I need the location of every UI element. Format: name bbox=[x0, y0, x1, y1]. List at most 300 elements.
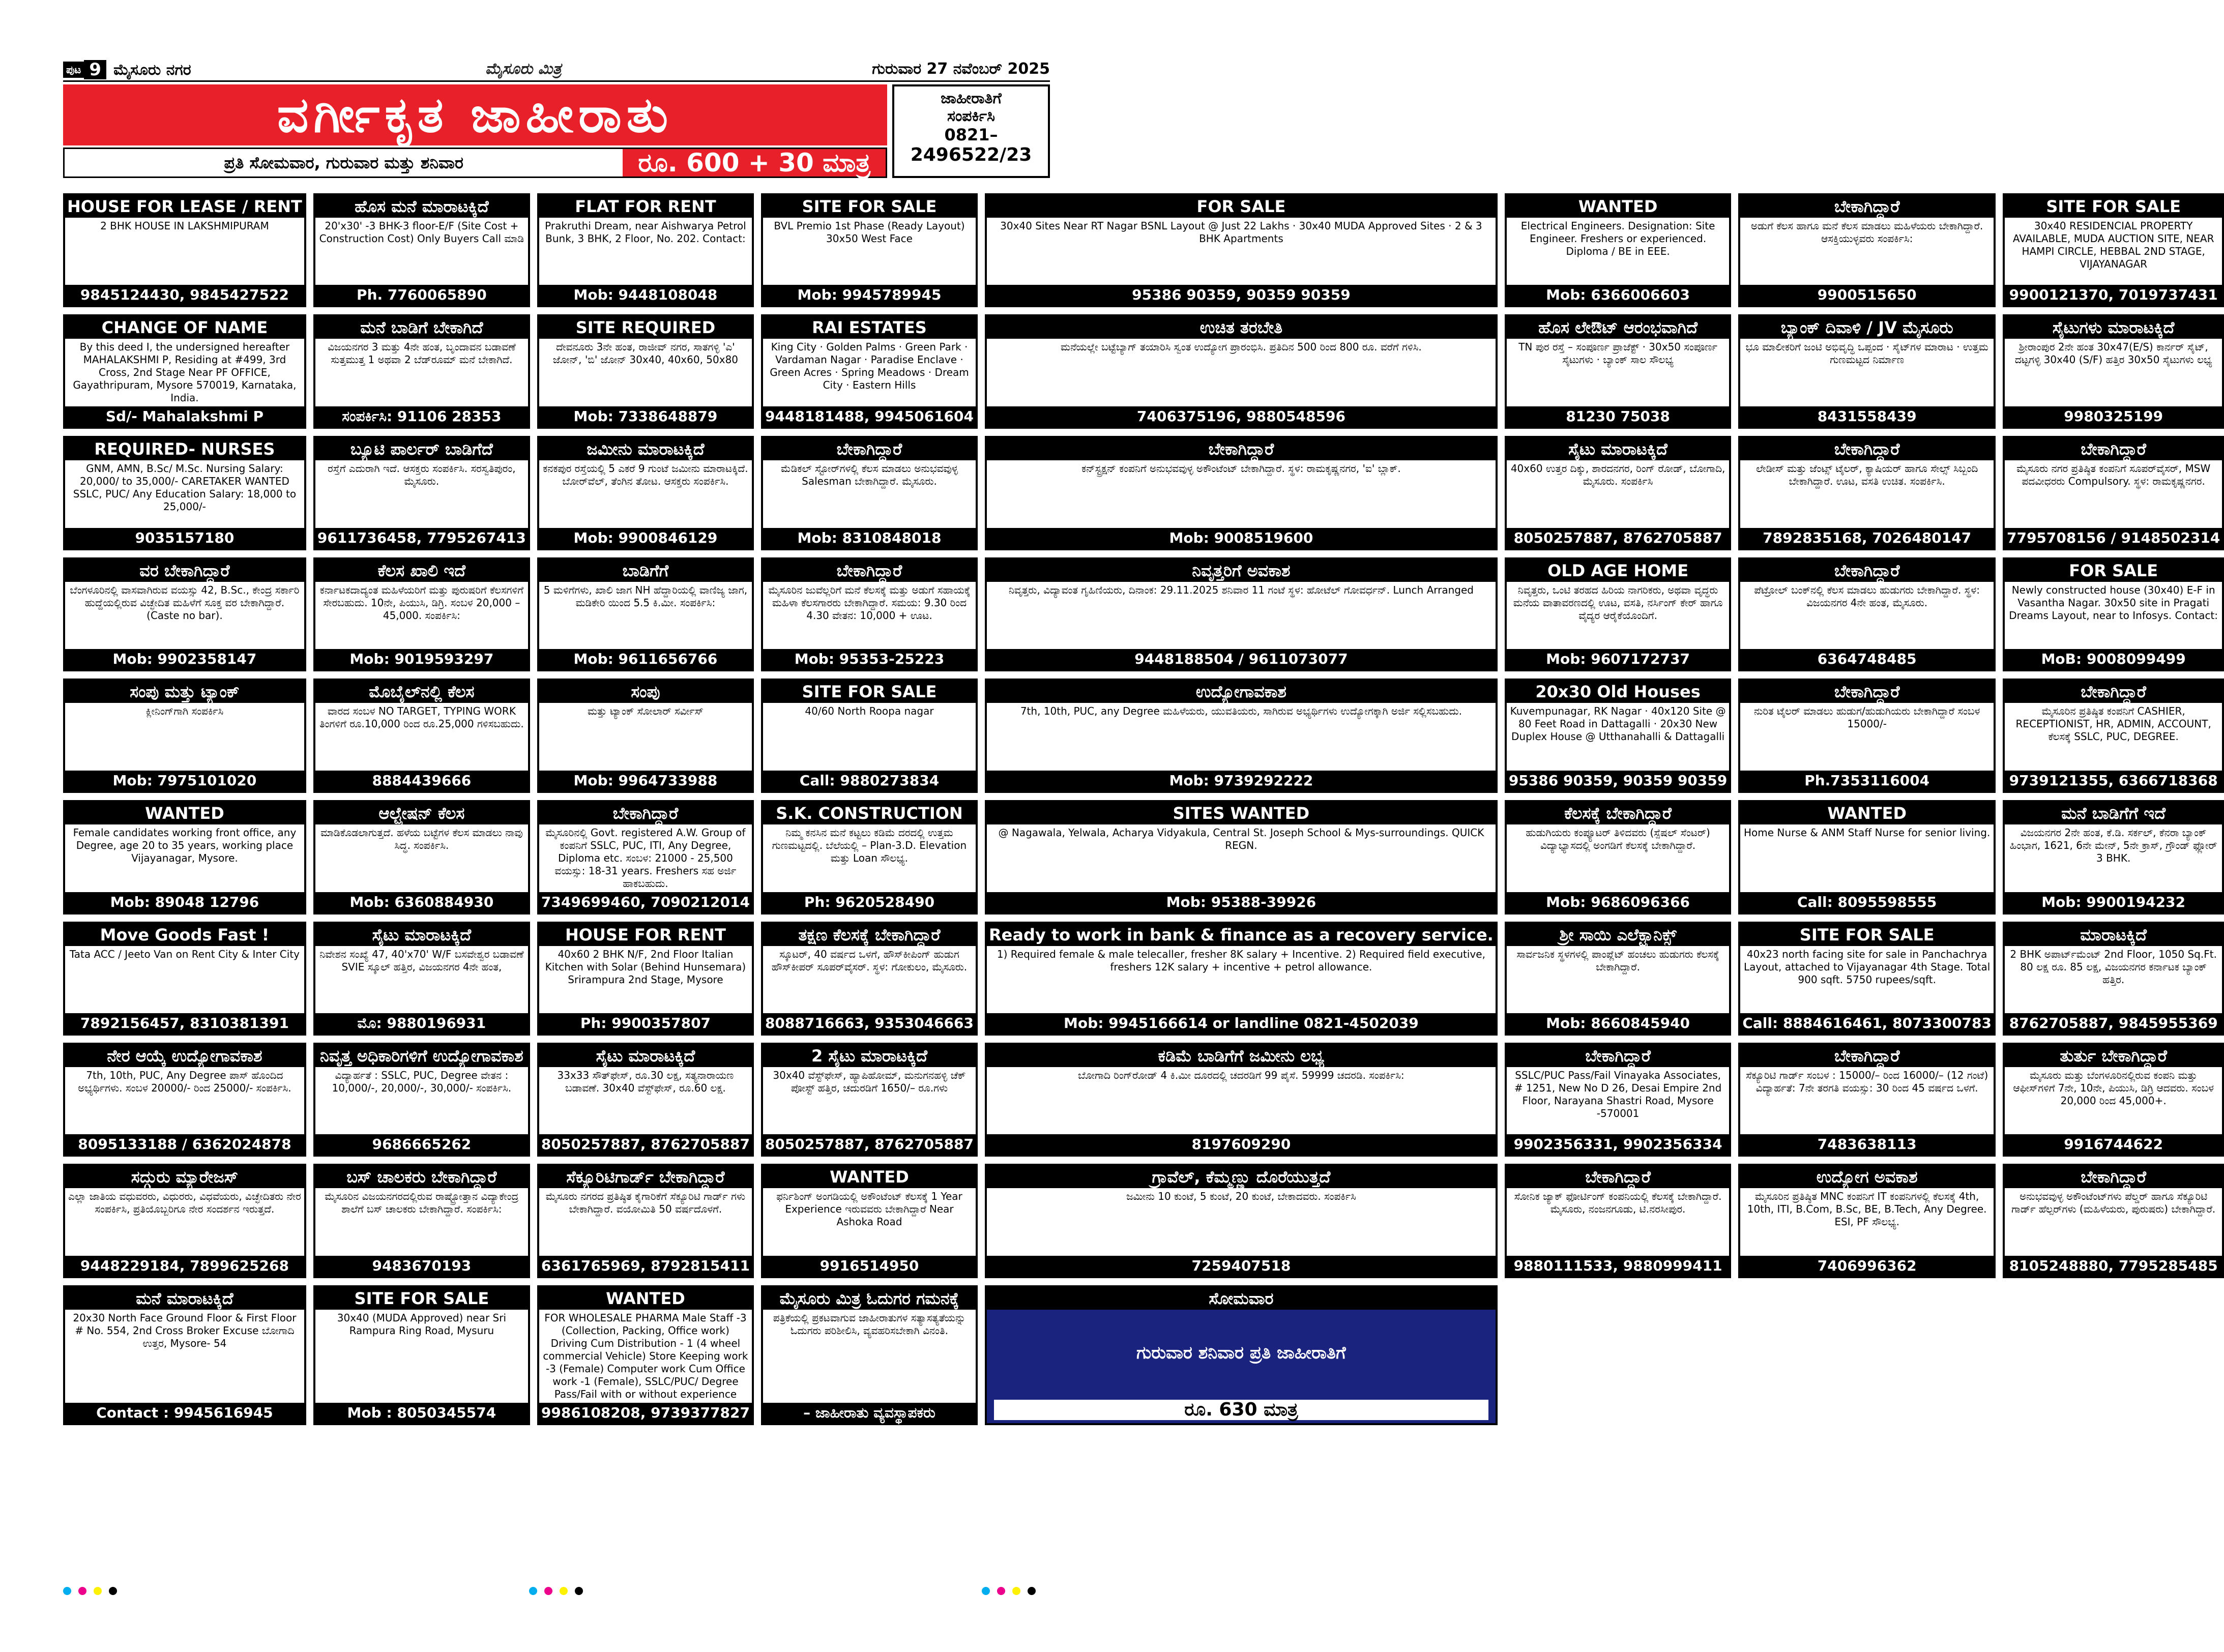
classified-ad bbox=[2003, 1164, 2224, 1278]
ad-contact: 9035157180 bbox=[65, 528, 304, 548]
magenta-dot-icon bbox=[78, 1587, 86, 1595]
ad-heading: ಬೇಕಾಗಿದ್ದಾರೆ bbox=[1507, 1045, 1730, 1067]
classified-ad bbox=[761, 800, 978, 914]
ad-contact: Call: 8095598555 bbox=[1740, 892, 1994, 912]
classified-ad bbox=[2003, 193, 2224, 307]
classified-ad bbox=[63, 193, 306, 307]
ad-heading: ಆಲ್ಟ್ರೇಷನ್ ಕೆಲಸ bbox=[315, 802, 528, 824]
ad-body: ನುರಿತ ಟೈಲರ್ ಮಾಡಲು ಹುಡುಗ/ಹುಡುಗಿಯರು ಬೇಕಾಗಿದ್ದಾರೆ ಸಂಬಳ 15000/- bbox=[1753, 705, 1980, 730]
ad-contact: Ph: 9620528490 bbox=[763, 892, 976, 912]
classified-ad bbox=[537, 314, 754, 429]
ad-contact: 95386 90359, 90359 90359 bbox=[987, 285, 1496, 305]
ad-heading: ಸೈಟು ಮಾರಾಟಕ್ಕಿದೆ bbox=[539, 1045, 752, 1067]
page-number: 9 bbox=[84, 60, 106, 79]
classified-ad bbox=[537, 1164, 754, 1278]
ad-body: 33x33 ಸೌತ್‌ಫೇಸ್, ರೂ.30 ಲಕ್ಷ, ಸತ್ಯನಾರಾಯಣ ಬಡಾವಣೆ. 30x40 ವೆಸ್ಟ್‌ಫೇಸ್, ರೂ.60 ಲಕ್ಷ. bbox=[557, 1069, 734, 1094]
ad-contact: Ph.7353116004 bbox=[1740, 771, 1994, 791]
ad-body: ಜಮೀನು 10 ಕುಂಟೆ, 5 ಕುಂಟೆ, 20 ಕುಂಟೆ, ಬೇಕಾದವರು. ಸಂಪರ್ಕಿಸಿ bbox=[1126, 1190, 1356, 1203]
ad-body: ಸೋನಿಕ ಜ್ಯಾಕ್ ಫೋರ್ಟಿಂಗ್ ಕಂಪನಿಯಲ್ಲಿ ಕೆಲಸಕ್ಕೆ ಬೇಕಾಗಿದ್ದಾರೆ. ಮೈಸೂರು, ನಂಜನಗೂಡು, ಟಿ.ನರಸೀಪುರ. bbox=[1514, 1190, 1722, 1216]
ad-contact: 8050257887, 8762705887 bbox=[763, 1134, 976, 1155]
ad-contact: 8105248880, 7795285485 bbox=[2005, 1256, 2222, 1276]
ad-contact: Mob: 9739292222 bbox=[987, 771, 1496, 791]
ad-body: SSLC/PUC Pass/Fail Vinayaka Associates, # 1251, New No D 26, Desai Empire 2nd Floor, Narayana Shastri Road, Mysore -570001 bbox=[1514, 1069, 1722, 1119]
ad-heading: ಶ್ರೀ ಸಾಯಿ ಎಲೆಕ್ಟ್ರಾನಿಕ್ಸ್ bbox=[1507, 924, 1730, 946]
classified-ad bbox=[537, 193, 754, 307]
ad-body: ಮೈಸೂರಿನ ವಿಜಯನಗರದಲ್ಲಿರುವ ರಾಷ್ಟ್ರೋತ್ತಾನ ವಿದ್ಯಾಕೇಂದ್ರ ಶಾಲೆಗೆ ಬಸ್ ಚಾಲಕರು ಬೇಕಾಗಿದ್ದಾರೆ. ಸಂಪರ್ಕಿಸಿ: bbox=[325, 1190, 519, 1216]
city-label: ಮೈಸೂರು ನಗರ bbox=[113, 61, 191, 79]
classified-ad bbox=[985, 678, 1498, 792]
ad-contact: 6361765969, 8792815411 bbox=[539, 1256, 752, 1276]
ad-body: 40x60 ಉತ್ತರ ದಿಕ್ಕು, ಶಾರದನಗರ, ರಿಂಗ್ ರೋಡ್, ಬೋಗಾದಿ, ಮೈಸೂರು. ಸಂಪರ್ಕಿಸಿ bbox=[1510, 462, 1725, 488]
ad-contact: Mob: 7338648879 bbox=[539, 406, 752, 427]
classified-ad bbox=[985, 557, 1498, 671]
ad-heading: ಕಡಿಮೆ ಬಾಡಿಗೆಗೆ ಜಮೀನು ಲಭ್ಯ bbox=[987, 1045, 1496, 1067]
ad-contact: Call: 9880273834 bbox=[763, 771, 976, 791]
ad-body: ಲೇಡೀಸ್ ಮತ್ತು ಜೆಂಟ್ಸ್ ಟೈಲರ್, ಕ್ಯಾಷಿಯರ್ ಹಾಗೂ ಸೇಲ್ಸ್ ಸಿಬ್ಬಂದಿ ಬೇಕಾಗಿದ್ದಾರೆ. ಊಟ, ವಸತಿ ಉಚಿತ. ಸಂಪರ್ಕಿಸಿ. bbox=[1756, 462, 1978, 488]
ad-heading: Ready to work in bank & finance as a recovery service. bbox=[987, 924, 1496, 946]
classified-ad bbox=[761, 922, 978, 1036]
ad-body: By this deed I, the undersigned hereafter MAHALAKSHMI P, Residing at #499, 3rd Cross, 2nd Stage Near PF OFFICE, Gayathripuram, Mysore 570019, Karnataka, India. bbox=[73, 341, 297, 404]
ad-body: ಮನೆಯಲ್ಲೇ ಬಟ್ಟೆಬ್ಯಾಗ್ ತಯಾರಿಸಿ ಸ್ವಂತ ಉದ್ಯೋಗ ಪ್ರಾರಂಭಿಸಿ. ಪ್ರತಿದಿನ 500 ರಿಂದ 800 ರೂ. ವರೆಗೆ ಗಳಿಸಿ. bbox=[1061, 341, 1422, 353]
magenta-dot-icon bbox=[544, 1587, 552, 1595]
ad-contact: 9916744622 bbox=[2005, 1134, 2222, 1155]
classified-ad bbox=[2003, 800, 2224, 914]
ad-body: 20'x30' -3 BHK-3 floor-E/F (Site Cost + Construction Cost) Only Buyers Call ಮಾಡಿ bbox=[319, 220, 524, 245]
ad-heading: ಬಾಡಿಗೆಗೆ bbox=[539, 559, 752, 582]
classified-ad bbox=[63, 557, 306, 671]
ad-body: 30x40 ವೆಸ್ಟ್‌ಫೇಸ್, ಹ್ಯಾಪಿಹೋಮ್, ಮನುಗನಹಳ್ಳಿ ಚೆಕ್ ಪೋಸ್ಟ್ ಹತ್ತಿರ, ಚದುರಡಿಗೆ 1650/– ರೂ.ಗಳು bbox=[773, 1069, 966, 1094]
ad-heading: ಬೇಕಾಗಿದ್ದಾರೆ bbox=[539, 802, 752, 824]
ad-contact: 95386 90359, 90359 90359 bbox=[1507, 771, 1730, 791]
ad-body: ಪೆಟ್ರೋಲ್ ಬಂಕ್‌ನಲ್ಲಿ ಕೆಲಸ ಮಾಡಲು ಹುಡುಗರು ಬೇಕಾಗಿದ್ದಾರೆ. ಸ್ಥಳ: ವಿಜಯನಗರ 4ನೇ ಹಂತ, ಮೈಸೂರು. bbox=[1754, 583, 1980, 609]
ad-contact: Ph: 9900357807 bbox=[539, 1013, 752, 1034]
classified-ad bbox=[2003, 922, 2224, 1036]
ad-body: ಕ್ಲೀನಿಂಗ್‌ಗಾಗಿ ಸಂಪರ್ಕಿಸಿ bbox=[145, 705, 224, 718]
ad-heading: SITE FOR SALE bbox=[763, 195, 976, 218]
ad-heading: ಬೇಕಾಗಿದ್ದಾರೆ bbox=[987, 438, 1496, 460]
classified-ad bbox=[1505, 314, 1732, 429]
ad-body: ನಿಮ್ಮ ಕನಸಿನ ಮನೆ ಕಟ್ಟಲು ಕಡಿಮೆ ದರದಲ್ಲಿ ಉತ್ತಮ ಗುಣಮಟ್ಟದಲ್ಲಿ. ಬೆಲೆಯಲ್ಲಿ – Plan-3.D. Elevation ಮತ್ತು Loan ಸೌಲಭ್ಯ. bbox=[772, 826, 967, 864]
yellow-dot-icon bbox=[94, 1587, 102, 1595]
classified-ad bbox=[537, 922, 754, 1036]
classified-ad bbox=[2003, 1043, 2224, 1157]
ad-contact: 8197609290 bbox=[987, 1134, 1496, 1155]
ad-heading: S.K. CONSTRUCTION bbox=[763, 802, 976, 824]
ad-contact: 8095133188 / 6362024878 bbox=[65, 1134, 304, 1155]
ad-body: ಕನ್‌ಸ್ಟ್ರಕ್ಷನ್ ಕಂಪನಿಗೆ ಅನುಭವವುಳ್ಳ ಅಕೌಂಟೆಂಟ್ ಬೇಕಾಗಿದ್ದಾರೆ. ಸ್ಥಳ: ರಾಮಕೃಷ್ಣನಗರ, 'ಐ' ಬ್ಲಾಕ್. bbox=[1081, 462, 1401, 475]
ad-contact: 9739121355, 6366718368 bbox=[2005, 771, 2222, 791]
ad-heading: ತುರ್ತು ಬೇಕಾಗಿದ್ದಾರೆ bbox=[2005, 1045, 2222, 1067]
ad-heading: ಬೇಕಾಗಿದ್ದಾರೆ bbox=[763, 559, 976, 582]
classified-ad bbox=[313, 678, 530, 792]
ad-body: FOR WHOLESALE PHARMA Male Staff -3 (Collection, Packing, Office work) Driving Cum Distribution - 1 (4 wheel commercial Vehicle) Store Keeping work -3 (Female) Computer work Cum Office work -1 (Female), SSLC/PUC/ Degree Pass/Fail with or without experience bbox=[543, 1311, 748, 1400]
classified-ad bbox=[313, 436, 530, 550]
classified-ad bbox=[63, 1043, 306, 1157]
ad-heading: 2 ಸೈಟು ಮಾರಾಟಕ್ಕಿದೆ bbox=[763, 1045, 976, 1067]
ad-body: ಕನಕಪುರ ರಸ್ತೆಯಲ್ಲಿ 5 ಎಕರೆ 9 ಗುಂಟೆ ಜಮೀನು ಮಾರಾಟಕ್ಕಿದೆ. ಬೋರ್‌ವೆಲ್, ತೆಂಗಿನ ತೋಟ. ಆಸಕ್ತರು ಸಂಪರ್ಕಿಸಿ. bbox=[543, 462, 748, 488]
banner-subtitle: ಪ್ರತಿ ಸೋಮವಾರ, ಗುರುವಾರ ಮತ್ತು ಶನಿವಾರ bbox=[224, 153, 463, 172]
ad-body: @ Nagawala, Yelwala, Acharya Vidyakula, Central St. Joseph School & Mys-surroundings. QUICK REGN. bbox=[998, 826, 1484, 851]
ad-body: ಅನುಭವವುಳ್ಳ ಅಕೌಂಟೆಂಟ್‌ಗಳು ಪೆಲ್ಡರ್ ಹಾಗೂ ಸೆಕ್ಯೂರಿಟಿ ಗಾರ್ಡ್ ಹೆಲ್ಪರ್‌ಗಳು (ಮಹಿಳೆಯರು, ಪುರುಷರು) ಬೇಕಾಗಿದ್ದಾರೆ. bbox=[2011, 1190, 2216, 1216]
ad-heading: ಉದ್ಯೋಗಾವಕಾಶ bbox=[987, 681, 1496, 703]
classified-ad bbox=[313, 1164, 530, 1278]
classified-ad bbox=[537, 678, 754, 792]
classified-ad bbox=[537, 800, 754, 914]
ad-heading: WANTED bbox=[539, 1287, 752, 1310]
ad-heading: ಮೊಬೈಲ್‌ನಲ್ಲಿ ಕೆಲಸ bbox=[315, 681, 528, 703]
ad-body: ವಿಜಯನಗರ 3 ಮತ್ತು 4ನೇ ಹಂತ, ಬೃಂದಾವನ ಬಡಾವಣೆ ಸುತ್ತಮುತ್ತ 1 ಅಥವಾ 2 ಬೆಡ್‌ರೂಮ್ ಮನೆ ಬೇಕಾಗಿದೆ. bbox=[328, 341, 516, 366]
classified-ad bbox=[2003, 314, 2224, 429]
ad-body: ಪತ್ರಿಕೆಯಲ್ಲಿ ಪ್ರಕಟವಾಗುವ ಜಾಹೀರಾತುಗಳ ಸತ್ಯಾಸತ್ಯತೆಯನ್ನು ಓದುಗರು ಪರಿಶೀಲಿಸಿ, ವ್ಯವಹರಿಸಬೇಕಾಗಿ ವಿನಂತಿ. bbox=[773, 1311, 966, 1337]
ad-body: Tata ACC / Jeeto Van on Rent City & Inter City bbox=[69, 948, 300, 960]
ad-heading: ಸೈಟುಗಳು ಮಾರಾಟಕ್ಕಿದೆ bbox=[2005, 316, 2222, 339]
ad-body: ಮೈಸೂರಿನಲ್ಲಿ Govt. registered A.W. Group of ಕಂಪನಿಗೆ SSLC, PUC, ITI, Any Degree, Diploma etc. ಸಂಬಳ: 21000 - 25,500 ವಯಸ್ಸು: 18-31 years. Freshers ಸಹ ಅರ್ಜಿ ಹಾಕಬಹುದು. bbox=[545, 826, 746, 890]
ad-contact: 6364748485 bbox=[1740, 649, 1994, 669]
ad-body: ಮೈಸೂರು ನಗರ ಪ್ರತಿಷ್ಠಿತ ಕಂಪನಿಗೆ ಸೂಪರ್‌ವೈಸರ್, MSW ಪದವೀಧರರು Compulsory. ಸ್ಥಳ: ರಾಮಕೃಷ್ಣನಗರ. bbox=[2016, 462, 2211, 488]
ad-body: ಮತ್ತು ಟ್ಯಾಂಕ್ ಸೋಲಾರ್ ಸರ್ವೀಸ್ bbox=[588, 705, 704, 718]
ad-heading: ಹೊಸ ಮನೆ ಮಾರಾಟಕ್ಕಿದೆ bbox=[315, 195, 528, 218]
ad-heading: SITE FOR SALE bbox=[1740, 924, 1994, 946]
classified-ad bbox=[1505, 436, 1732, 550]
classified-ad bbox=[985, 1164, 1498, 1278]
ad-contact: 9686665262 bbox=[315, 1134, 528, 1155]
classified-ad bbox=[537, 436, 754, 550]
ad-body: ಮೈಸೂರು ಮತ್ತು ಬೆಂಗಳೂರಿನಲ್ಲಿರುವ ಕಂಪನಿ ಮತ್ತು ಆಫೀಸ್‌ಗಳಿಗೆ 7ನೇ, 10ನೇ, ಪಿಯುಸಿ, ಡಿಗ್ರಿ ಆದವರು. ಸಂಬಳ 20,000 ರಿಂದ 45,000+. bbox=[2013, 1069, 2214, 1107]
ad-heading: RAI ESTATES bbox=[763, 316, 976, 339]
ad-heading: HOUSE FOR LEASE / RENT bbox=[65, 195, 304, 218]
ad-contact: 7892156457, 8310381391 bbox=[65, 1013, 304, 1034]
header-divider bbox=[63, 80, 1050, 82]
ad-contact: 9900121370, 7019737431 bbox=[2005, 285, 2222, 305]
classified-ad bbox=[313, 1285, 530, 1425]
ad-heading: ಸೈಟು ಮಾರಾಟಕ್ಕಿದೆ bbox=[315, 924, 528, 946]
ad-body: ಬೋಗಾದಿ ರಿಂಗ್‌ರೋಡ್ 4 ಕಿ.ಮೀ ದೂರದಲ್ಲಿ ಚದರಡಿಗೆ 99 ಪೈಸೆ. 59999 ಚದರಡಿ. ಸಂಪರ್ಕಿಸಿ: bbox=[1078, 1069, 1404, 1081]
ad-body: 40x23 north facing site for sale in Panchachrya Layout, attached to Vijayanagar 4th Stage. Total 900 sqft. 5750 rupees/sqft. bbox=[1743, 948, 1991, 986]
ad-heading: FLAT FOR RENT bbox=[539, 195, 752, 218]
print-registration-marks-left bbox=[63, 1587, 124, 1597]
masthead-logo: ಮೈಸೂರು ಮಿತ್ರ bbox=[485, 60, 562, 78]
classified-ad bbox=[761, 1043, 978, 1157]
ad-contact: Call: 8884616461, 8073300783 bbox=[1740, 1013, 1994, 1034]
ad-heading: OLD AGE HOME bbox=[1507, 559, 1730, 582]
print-registration-marks-right bbox=[982, 1587, 1043, 1597]
ad-body: ಅಡುಗೆ ಕೆಲಸ ಹಾಗೂ ಮನೆ ಕೆಲಸ ಮಾಡಲು ಮಹಿಳೆಯರು ಬೇಕಾಗಿದ್ದಾರೆ. ಆಸಕ್ತಿಯುಳ್ಳವರು ಸಂಪರ್ಕಿಸಿ: bbox=[1750, 220, 1983, 245]
ad-heading: ಬೇಕಾಗಿದ್ದಾರೆ bbox=[2005, 1166, 2222, 1188]
ad-heading: ಸದ್ಗುರು ಮ್ಯಾರೇಜಸ್ bbox=[65, 1166, 304, 1188]
contact-phone: 2496522/23 bbox=[910, 144, 1032, 165]
ad-body: BVL Premio 1st Phase (Ready Layout) 30x50 West Face bbox=[774, 220, 965, 245]
ad-heading: ಸಂಪು ಮತ್ತು ಟ್ಯಾಂಕ್ bbox=[65, 681, 304, 703]
classified-ad bbox=[2003, 678, 2224, 792]
classified-ad bbox=[537, 1285, 754, 1425]
contact-line: ಸಂಪರ್ಕಿಸಿ bbox=[947, 107, 995, 125]
ad-heading: ನಿವೃತ್ತ ಅಧಿಕಾರಿಗಳಿಗೆ ಉದ್ಯೋಗಾವಕಾಶ bbox=[315, 1045, 528, 1067]
classified-ad bbox=[985, 314, 1498, 429]
ad-contact: Mob: 7975101020 bbox=[65, 771, 304, 791]
ad-contact: ರೂ. 630 ಮಾತ್ರ bbox=[994, 1400, 1488, 1420]
ad-contact: 9980325199 bbox=[2005, 406, 2222, 427]
ad-body: ಶ್ರೀರಾಂಪುರ 2ನೇ ಹಂತ 30x47(E/S) ಕಾರ್ನರ್ ಸೈಟ್, ದಟ್ಟಗಳ್ಳಿ 30x40 (S/F) ಹತ್ತಿರ 30x50 ಸೈಟುಗಳು ಲಭ್ಯ bbox=[2014, 341, 2212, 366]
ad-body: ಮೈಸೂರಿನ ಪ್ರತಿಷ್ಠಿತ MNC ಕಂಪನಿಗೆ IT ಕಂಪನಿಗಳಲ್ಲಿ ಕೆಲಸಕ್ಕೆ 4th, 10th, ITI, B.Com, B.Sc, BE, B.Tech, Any Degree. ESI, PF ಸೌಲಭ್ಯ. bbox=[1747, 1190, 1987, 1228]
classified-ad bbox=[63, 1164, 306, 1278]
ad-contact: 8050257887, 8762705887 bbox=[539, 1134, 752, 1155]
ad-heading: SITE FOR SALE bbox=[315, 1287, 528, 1310]
ad-contact: Mob: 9945166614 or landline 0821-4502039 bbox=[987, 1013, 1496, 1034]
classified-ad bbox=[63, 436, 306, 550]
ad-heading: ಬೇಕಾಗಿದ್ದಾರೆ bbox=[1740, 559, 1994, 582]
contact-line: 0821– bbox=[944, 125, 998, 144]
classified-ad bbox=[761, 678, 978, 792]
ad-body: ನಿವೃತ್ತರು, ವಿದ್ಯಾವಂತ ಗೃಹಿಣಿಯರು, ದಿನಾಂಕ: 29.11.2025 ಶನಿವಾರ 11 ಗಂಟೆ ಸ್ಥಳ: ಹೋಟೆಲ್ ಗೋವರ್ಧನ್. Lunch Arranged bbox=[1008, 583, 1474, 596]
ad-heading: WANTED bbox=[65, 802, 304, 824]
ad-contact: ಮೊ: 9880196931 bbox=[315, 1013, 528, 1034]
ad-contact: Mob: 95353-25223 bbox=[763, 649, 976, 669]
ad-contact: 9902356331, 9902356334 bbox=[1507, 1134, 1730, 1155]
ad-body: ಮೈಸೂರಿನ ಜುವೆಲ್ಲರಿಗೆ ಮನೆ ಕೆಲಸಕ್ಕೆ ಮತ್ತು ಅಡುಗೆ ಸಹಾಯಕ್ಕೆ ಮಹಿಳಾ ಕೆಲಸಗಾರರು ಬೇಕಾಗಿದ್ದಾರೆ. ಸಮಯ: 9.30 ರಿಂದ 4.30 ವೇತನ: 10,000 + ಊಟ. bbox=[768, 583, 971, 622]
classified-ad bbox=[1738, 193, 1996, 307]
banner-price: ರೂ. 600 + 30 ಮಾತ್ರ bbox=[623, 149, 886, 176]
banner-subbar bbox=[63, 148, 887, 178]
ad-heading: CHANGE OF NAME bbox=[65, 316, 304, 339]
ad-body: 40/60 North Roopa nagar bbox=[805, 705, 934, 718]
ad-heading: ಜಮೀನು ಮಾರಾಟಕ್ಕಿದೆ bbox=[539, 438, 752, 460]
magenta-dot-icon bbox=[997, 1587, 1005, 1595]
ad-contact: Ph. 7760065890 bbox=[315, 285, 528, 305]
ad-heading: ಬ್ಯಾಂಕ್ ದಿವಾಳಿ / JV ಮೈಸೂರು bbox=[1740, 316, 1994, 339]
ad-heading: ಸೈಟು ಮಾರಾಟಕ್ಕಿದೆ bbox=[1507, 438, 1730, 460]
classified-ad bbox=[313, 193, 530, 307]
ad-body: Female candidates working front office, any Degree, age 20 to 35 years, working place Vijayanagar, Mysore. bbox=[73, 826, 297, 864]
ad-heading: ತಕ್ಷಣ ಕೆಲಸಕ್ಕೆ ಬೇಕಾಗಿದ್ದಾರೆ bbox=[763, 924, 976, 946]
ad-body: TN ಪುರ ರಸ್ತೆ – ಸಂಪೂರ್ಣ ಪ್ರಾಜೆಕ್ಟ್ · 30x50 ಸಂಪೂರ್ಣ ಸೈಟುಗಳು · ಬ್ಯಾಂಕ್ ಸಾಲ ಸೌಲಭ್ಯ bbox=[1518, 341, 1717, 366]
ad-body: ಹುಡುಗಿಯರು ಕಂಪ್ಯೂಟರ್ ತಿಳಿದವರು (ಸ್ಪೆಷಲ್ ಸೆಂಟರ್) ವಿದ್ಯಾಭ್ಯಾಸದಲ್ಲಿ ಅಂಗಡಿಗೆ ಕೆಲಸಕ್ಕೆ ಬೇಕಾಗಿದ್ದಾರೆ. bbox=[1526, 826, 1710, 851]
classified-ad bbox=[1505, 922, 1732, 1036]
ad-contact: 9986108208, 9739377827 bbox=[539, 1403, 752, 1423]
ad-contact: Mob: 8660845940 bbox=[1507, 1013, 1730, 1034]
ad-body: 2 BHK HOUSE IN LAKSHMIPURAM bbox=[100, 220, 269, 232]
ad-contact: MoB: 9008099499 bbox=[2005, 649, 2222, 669]
ad-body: ಎಲ್ಲಾ ಜಾತಿಯ ವಧುವರರು, ವಿಧುರರು, ವಿಧವೆಯರು, ವಿಚ್ಛೇದಿತರು ನೇರ ಸಂಪರ್ಕಿಸಿ, ಪ್ರತಿಯೊಬ್ಬರಿಗೂ ನೇರ ಸಂದರ್ಶನ ಇರುತ್ತದೆ. bbox=[68, 1190, 301, 1216]
ad-contact: Mob: 9945789945 bbox=[763, 285, 976, 305]
classified-ad bbox=[2003, 436, 2224, 550]
ad-contact: Mob: 6360884930 bbox=[315, 892, 528, 912]
black-dot-icon bbox=[109, 1587, 117, 1595]
ad-body: GNM, AMN, B.Sc/ M.Sc. Nursing Salary: 20,000/ to 35,000/- CARETAKER WANTED SSLC, PUC/ Any Education Salary: 18,000 to 25,000/- bbox=[73, 462, 297, 513]
classified-ad bbox=[761, 557, 978, 671]
ad-contact: Mob: 8310848018 bbox=[763, 528, 976, 548]
ad-heading: ಬೇಕಾಗಿದ್ದಾರೆ bbox=[1740, 195, 1994, 218]
ad-heading: ಸೆಕ್ಯೂರಿಟಿಗಾರ್ಡ್ ಬೇಕಾಗಿದ್ದಾರೆ bbox=[539, 1166, 752, 1188]
ad-heading: FOR SALE bbox=[2005, 559, 2222, 582]
ad-body: 30x40 RESIDENCIAL PROPERTY AVAILABLE, MUDA AUCTION SITE, NEAR HAMPI CIRCLE, HEBBAL 2ND STAGE, VIJAYANAGAR bbox=[2012, 220, 2214, 270]
classified-ad bbox=[63, 800, 306, 914]
ad-heading: SITE FOR SALE bbox=[2005, 195, 2222, 218]
ad-contact: 9448229184, 7899625268 bbox=[65, 1256, 304, 1276]
ad-body: 40x60 2 BHK N/F, 2nd Floor Italian Kitchen with Solar (Behind Hunsemara) Srirampura 2nd Stage, Mysore bbox=[545, 948, 746, 986]
issue-date: ಗುರುವಾರ 27 ನವೆಂಬರ್ 2025 bbox=[872, 60, 1050, 78]
classified-ad bbox=[537, 1043, 754, 1157]
ad-body: 2 BHK ಅಪಾರ್ಟ್‌ಮೆಂಟ್ 2nd Floor, 1050 Sq.Ft. 80 ಲಕ್ಷ ರೂ. 85 ಲಕ್ಷ, ವಿಜಯನಗರ ಕರ್ನಾಟಕ ಬ್ಯಾಂಕ್ ಹತ್ತಿರ. bbox=[2010, 948, 2217, 986]
ad-heading: SITE REQUIRED bbox=[539, 316, 752, 339]
ad-body: 20x30 North Face Ground Floor & First Floor # No. 554, 2nd Cross Broker Excuse ಬೋಗಾದಿ ಉತ್ತರ, Mysore- 54 bbox=[73, 1311, 297, 1349]
ad-body: ಭೂ ಮಾಲೀಕರಿಗೆ ಜಂಟಿ ಅಭಿವೃದ್ಧಿ ಒಪ್ಪಂದ · ಸೈಟ್‌ಗಳ ಮಾರಾಟ · ಉತ್ತಮ ಗುಣಮಟ್ಟದ ನಿರ್ಮಾಣ bbox=[1745, 341, 1988, 366]
ad-body: 5 ಮಳಿಗೆಗಳು, ಖಾಲಿ ಜಾಗ NH ಹೆದ್ದಾರಿಯಲ್ಲಿ ವಾಣಿಜ್ಯ ಜಾಗ, ಮಡಿಕೇರಿ ಯಿಂದ 5.5 ಕಿ.ಮೀ. ಸಂಪರ್ಕಿಸಿ: bbox=[543, 583, 748, 609]
ad-heading: ಉದ್ಯೋಗ ಅವಕಾಶ bbox=[1740, 1166, 1994, 1188]
classified-ad bbox=[63, 922, 306, 1036]
classified-ad bbox=[761, 1285, 978, 1425]
ad-heading: ಸಂಪು bbox=[539, 681, 752, 703]
ad-contact: 7483638113 bbox=[1740, 1134, 1994, 1155]
classified-ad bbox=[1505, 800, 1732, 914]
ad-body: ದೇವನೂರು 3ನೇ ಹಂತ, ರಾಜೀವ್ ನಗರ, ಸಾತಗಳ್ಳಿ 'ಎ' ಜೋನ್, 'ಬಿ' ಜೋನ್ 30x40, 40x60, 50x80 bbox=[552, 341, 739, 366]
ad-contact: Contact : 9945616945 bbox=[65, 1403, 304, 1423]
ad-heading: ಬಸ್ ಚಾಲಕರು ಬೇಕಾಗಿದ್ದಾರೆ bbox=[315, 1166, 528, 1188]
classified-ads-grid bbox=[63, 193, 2220, 1546]
ad-body: 1) Required female & male telecaller, fresher 8K salary + Incentive. 2) Required field executive, freshers 12K salary + incentive + petrol allowance. bbox=[997, 948, 1485, 973]
ad-heading: ಕೆಲಸ ಖಾಲಿ ಇದೆ bbox=[315, 559, 528, 582]
classified-ad bbox=[2003, 557, 2224, 671]
ad-heading: REQUIRED- NURSES bbox=[65, 438, 304, 460]
print-registration-marks-center bbox=[529, 1587, 590, 1597]
ad-contact: Mob: 95388-39926 bbox=[987, 892, 1496, 912]
classified-ad bbox=[63, 314, 306, 429]
ad-body: Electrical Engineers. Designation: Site Engineer. Freshers or experienced. Diploma / BE in EEE. bbox=[1520, 220, 1715, 257]
classified-ad bbox=[1738, 1164, 1996, 1278]
page-indicator bbox=[63, 60, 191, 79]
ad-heading: ಬೇಕಾಗಿದ್ದಾರೆ bbox=[2005, 438, 2222, 460]
ad-heading: FOR SALE bbox=[987, 195, 1496, 218]
ad-heading: WANTED bbox=[763, 1166, 976, 1188]
ad-contact: 9448181488, 9945061604 bbox=[763, 406, 976, 427]
ad-heading: ಬೇಕಾಗಿದ್ದಾರೆ bbox=[1740, 681, 1994, 703]
ad-body: 30x40 (MUDA Approved) near Sri Rampura Ring Road, Mysuru bbox=[337, 1311, 507, 1337]
ad-contact: Mob: 9611656766 bbox=[539, 649, 752, 669]
classified-ad bbox=[1738, 314, 1996, 429]
ad-heading: ಬೇಕಾಗಿದ್ದಾರೆ bbox=[2005, 681, 2222, 703]
classified-ad bbox=[63, 678, 306, 792]
ad-heading: SITE FOR SALE bbox=[763, 681, 976, 703]
ad-heading: SITES WANTED bbox=[987, 802, 1496, 824]
ad-body: ವಾರದ ಸಂಬಳ NO TARGET, TYPING WORK ತಿಂಗಳಿಗೆ ರೂ.10,000 ರಿಂದ ರೂ.25,000 ಗಳಿಸಬಹುದು. bbox=[319, 705, 524, 730]
classified-ad bbox=[537, 557, 754, 671]
ad-contact: Mob: 9900194232 bbox=[2005, 892, 2222, 912]
yellow-dot-icon bbox=[560, 1587, 568, 1595]
ad-body: ಸಾರ್ವಜನಿಕ ಸ್ಥಳಗಳಲ್ಲಿ ಪಾಂಪ್ಲೆಟ್ ಹಂಚಲು ಹುಡುಗರು ಕೆಲಸಕ್ಕೆ ಬೇಕಾಗಿದ್ದಾರೆ. bbox=[1516, 948, 1719, 973]
classified-ad bbox=[313, 922, 530, 1036]
ad-body: ನಿವೃತ್ತರು, ಒಂಟಿ ತರಹದ ಹಿರಿಯ ನಾಗರಿಕರು, ಅಥವಾ ವೃದ್ಧರು ಮನೆಯ ವಾತಾವರಣದಲ್ಲಿ ಊಟ, ವಸತಿ, ನರ್ಸಿಂಗ್ ಕೇರ್ ಹಾಗೂ ವೈದ್ಯರ ಆರೈಕೆಯೊಂದಿಗೆ. bbox=[1513, 583, 1723, 622]
ad-contact: Mob: 89048 12796 bbox=[65, 892, 304, 912]
classified-ad bbox=[985, 1043, 1498, 1157]
ad-contact: 7406996362 bbox=[1740, 1256, 1994, 1276]
classified-ad bbox=[313, 557, 530, 671]
ad-contact: 9916514950 bbox=[763, 1256, 976, 1276]
ad-contact: 7892835168, 7026480147 bbox=[1740, 528, 1994, 548]
classified-ad bbox=[761, 193, 978, 307]
ad-body: ವಿಜಯನಗರ 2ನೇ ಹಂತ, ಕೆ.ಡಿ. ಸರ್ಕಲ್, ಕೆನರಾ ಬ್ಯಾಂಕ್ ಹಿಂಭಾಗ, 1621, 6ನೇ ಮೇನ್, 5ನೇ ಕ್ರಾಸ್, ಗ್ರೌಂಡ್ ಫ್ಲೋರ್ 3 BHK. bbox=[2009, 826, 2217, 864]
ad-contact: 9845124430, 9845427522 bbox=[65, 285, 304, 305]
ad-contact-box bbox=[892, 84, 1050, 178]
ad-contact: 7259407518 bbox=[987, 1256, 1496, 1276]
black-dot-icon bbox=[575, 1587, 583, 1595]
classified-ad bbox=[1505, 193, 1732, 307]
ad-contact: Mob: 9448108048 bbox=[539, 285, 752, 305]
ad-heading: ಬೇಕಾಗಿದ್ದಾರೆ bbox=[1507, 1166, 1730, 1188]
ad-heading: ವರ ಬೇಕಾಗಿದ್ದಾರೆ bbox=[65, 559, 304, 582]
ad-heading: ಹೊಸ ಲೇಔಟ್ ಆರಂಭವಾಗಿದೆ bbox=[1507, 316, 1730, 339]
ad-contact: Mob: 9607172737 bbox=[1507, 649, 1730, 669]
ad-contact: 9880111533, 9880999411 bbox=[1507, 1256, 1730, 1276]
ad-body: ನಿವೇಶನ ಸಂಖ್ಯೆ 47, 40'x70' W/F ಬಸವೇಶ್ವರ ಬಡಾವಣೆ SVIE ಸ್ಕೂಲ್ ಹತ್ತಿರ, ವಿಜಯನಗರ 4ನೇ ಹಂತ, bbox=[319, 948, 524, 973]
classified-ad bbox=[761, 1164, 978, 1278]
ad-contact: Sd/- Mahalakshmi P bbox=[65, 406, 304, 427]
classified-ad bbox=[1738, 557, 1996, 671]
classifieds-banner bbox=[63, 84, 887, 145]
ad-heading: ಕೆಲಸಕ್ಕೆ ಬೇಕಾಗಿದ್ದಾರೆ bbox=[1507, 802, 1730, 824]
ad-body: ಗುರುವಾರ ಶನಿವಾರ ಪ್ರತಿ ಜಾಹೀರಾತಿಗೆ bbox=[1136, 1343, 1346, 1364]
classified-ad bbox=[985, 800, 1498, 914]
ad-contact: – ಜಾಹೀರಾತು ವ್ಯವಸ್ಥಾಪಕರು bbox=[763, 1403, 976, 1423]
ad-body: ಫರ್ನಿಶಿಂಗ್ ಅಂಗಡಿಯಲ್ಲಿ ಅಕೌಂಟೆಂಟ್ ಕೆಲಸಕ್ಕೆ 1 Year Experience ಇರುವವರು ಬೇಕಾಗಿದ್ದಾರೆ Near Ashoka Road bbox=[776, 1190, 962, 1228]
classified-ad bbox=[1738, 1043, 1996, 1157]
ad-contact: 8884439666 bbox=[315, 771, 528, 791]
ad-contact: 81230 75038 bbox=[1507, 406, 1730, 427]
ad-heading: WANTED bbox=[1740, 802, 1994, 824]
ad-body: ಮೈಸೂರು ನಗರದ ಪ್ರತಿಷ್ಠಿತ ಕೈಗಾರಿಕೆಗೆ ಸೆಕ್ಯೂರಿಟಿ ಗಾರ್ಡ್ ಗಳು ಬೇಕಾಗಿದ್ದಾರೆ. ವಯೋಮಿತಿ 50 ವರ್ಷದೊಳಗೆ. bbox=[545, 1190, 746, 1216]
ad-heading: ನೇರ ಆಯ್ಕೆ ಉದ್ಯೋಗಾವಕಾಶ bbox=[65, 1045, 304, 1067]
ad-heading: ಮನೆ ಬಾಡಿಗೆ ಬೇಕಾಗಿದೆ bbox=[315, 316, 528, 339]
ad-body: Newly constructed house (30x40) E-F in Vasantha Nagar. 30x50 site in Pragati Dreams Layout, near to Infosys. Contact: bbox=[2009, 583, 2218, 622]
ad-contact: 8050257887, 8762705887 bbox=[1507, 528, 1730, 548]
ad-body: 7th, 10th, PUC, Any Degree ಪಾಸ್ ಹೊಂದಿದ ಅಭ್ಯರ್ಥಿಗಳು. ಸಂಬಳ 20000/- ರಿಂದ 25000/- ಸಂಪರ್ಕಿಸಿ. bbox=[78, 1069, 291, 1094]
cyan-dot-icon bbox=[982, 1587, 990, 1595]
ad-contact: Mob: 9008519600 bbox=[987, 528, 1496, 548]
ad-body: King City · Golden Palms · Green Park · Vardaman Nagar · Paradise Enclave · Green Acres · Spring Meadows · Dream City · Eastern Hills bbox=[770, 341, 969, 392]
ad-body: Kuvempunagar, RK Nagar · 40x120 Site @ 80 Feet Road in Dattagalli · 20x30 New Duplex House @ Utthanahalli & Dattagalli bbox=[1510, 705, 1726, 743]
classified-ad bbox=[63, 1285, 306, 1425]
ad-body: Home Nurse & ANM Staff Nurse for senior living. bbox=[1744, 826, 1991, 839]
ad-heading: ಮೈಸೂರು ಮಿತ್ರ ಓದುಗರ ಗಮನಕ್ಕೆ bbox=[763, 1287, 976, 1310]
classified-ad bbox=[985, 1285, 1498, 1425]
classified-ad bbox=[1505, 1043, 1732, 1157]
classified-ad bbox=[313, 314, 530, 429]
ad-heading: ಬೇಕಾಗಿದ್ದಾರೆ bbox=[1740, 1045, 1994, 1067]
ad-contact: 9900515650 bbox=[1740, 285, 1994, 305]
ad-heading: ಮನೆ ಮಾರಾಟಕ್ಕಿದೆ bbox=[65, 1287, 304, 1310]
ad-heading: ಉಚಿತ ತರಬೇತಿ bbox=[987, 316, 1496, 339]
ad-heading: ನಿವೃತ್ತರಿಗೆ ಅವಕಾಶ bbox=[987, 559, 1496, 582]
ad-contact: 8762705887, 9845955369 bbox=[2005, 1013, 2222, 1034]
ad-contact: 9611736458, 7795267413 bbox=[315, 528, 528, 548]
classified-ad bbox=[761, 436, 978, 550]
ad-heading: ಸೋಮವಾರ bbox=[987, 1287, 1496, 1310]
black-dot-icon bbox=[1028, 1587, 1036, 1595]
ad-heading: ಬೇಕಾಗಿದ್ದಾರೆ bbox=[1740, 438, 1994, 460]
cyan-dot-icon bbox=[63, 1587, 71, 1595]
ad-contact: 9483670193 bbox=[315, 1256, 528, 1276]
ad-body: 30x40 Sites Near RT Nagar BSNL Layout @ Just 22 Lakhs · 30x40 MUDA Approved Sites · 2 & 3 BHK Apartments bbox=[1000, 220, 1482, 245]
ad-body: ಸ್ಕೂಟರ್, 40 ವರ್ಷದ ಒಳಗೆ, ಹೌಸ್‌ಕೀಪಿಂಗ್ ಹುಡುಗ ಹೌಸ್‌ಕೀಪರ್ ಸೂಪರ್‌ವೈಸರ್. ಸ್ಥಳ: ಗೋಕುಲಂ, ಮೈಸೂರು. bbox=[771, 948, 968, 973]
ad-heading: HOUSE FOR RENT bbox=[539, 924, 752, 946]
ad-heading: Move Goods Fast ! bbox=[65, 924, 304, 946]
ad-body: Prakruthi Dream, near Aishwarya Petrol Bunk, 3 BHK, 2 Floor, No. 202. Contact: bbox=[545, 220, 746, 245]
ad-body: 7th, 10th, PUC, any Degree ಮಹಿಳೆಯರು, ಯುವತಿಯರು, ಸಾಗಿರುವ ಅಭ್ಯರ್ಥಿಗಳು ಉದ್ಯೋಗಕ್ಕಾಗಿ ಅರ್ಜಿ ಸಲ್ಲಿಸಬಹುದು. bbox=[1020, 705, 1462, 718]
ad-contact: 7795708156 / 9148502314 bbox=[2005, 528, 2222, 548]
ad-contact: 7406375196, 9880548596 bbox=[987, 406, 1496, 427]
page-prefix: ಪುಟ bbox=[63, 62, 84, 78]
banner-title: ವರ್ಗೀಕೃತ ಜಾಹೀರಾತು bbox=[277, 86, 674, 143]
classified-ad bbox=[1505, 678, 1732, 792]
ad-heading: ಮನೆ ಬಾಡಿಗೆಗೆ ಇದೆ bbox=[2005, 802, 2222, 824]
